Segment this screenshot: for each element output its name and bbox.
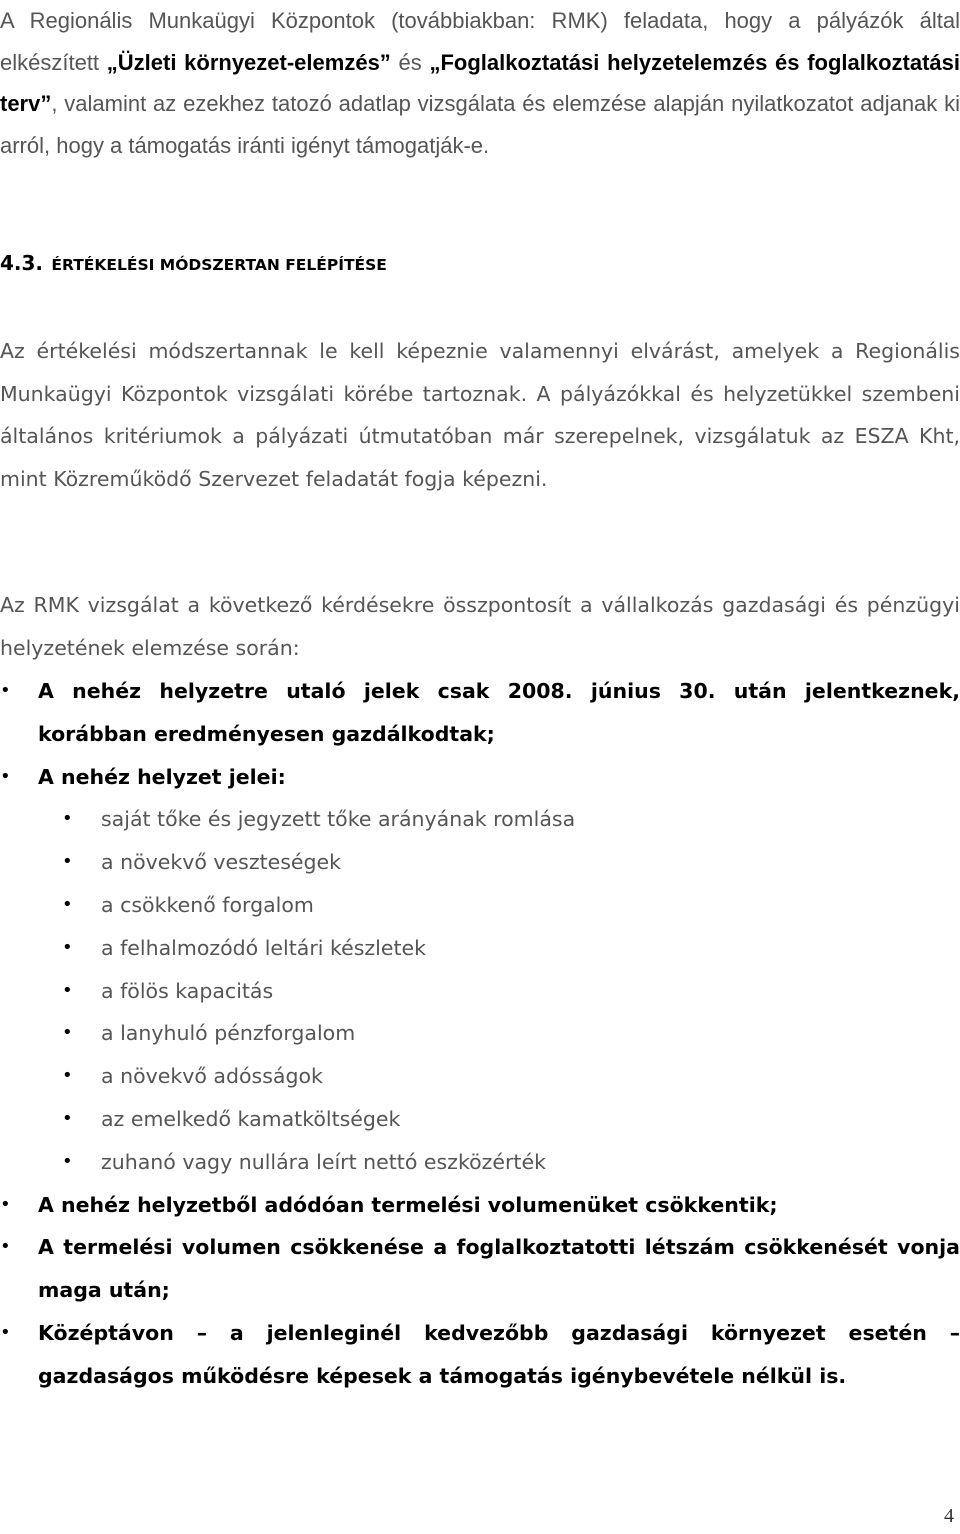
sign-item: • a növekvő adósságok	[0, 1055, 960, 1098]
intro-text-3: , valamint az ezekhez tatozó adatlap vizsgálata és elemzése alapján nyilatkozatot adjanak ki arról, hogy a támogatás iránti igényt támogatják-e.	[0, 91, 960, 158]
intro-paragraph	[0, 0, 960, 166]
sign-item: • a lanyhuló pénzforgalom	[0, 1012, 960, 1055]
difficulty-signs-list	[38, 798, 960, 1183]
sign-item: • a felhalmozódó leltári készletek	[0, 927, 960, 970]
section-number: 4.3.	[0, 251, 44, 275]
methodology-paragraph: Az értékelési módszertannak le kell képeznie valamennyi elvárást, amelyek a Regionális Munkaügyi Központok vizsgálati körébe tartoznak. A pályázókkal és helyzetükkel szembeni általános kritériumok a pályázati útmutatóban már szerepelnek, vizsgálatuk az ESZA Kht, mint Közreműködő Szervezet feladatát fogja képezni.	[0, 339, 960, 492]
sign-item: • saját tőke és jegyzett tőke arányának romlása	[0, 798, 960, 841]
sign-item: • a növekvő veszteségek	[0, 841, 960, 884]
intro-text-2: és	[390, 49, 430, 75]
criteria-list	[0, 670, 960, 1398]
sign-item: • az emelkedő kamatköltségek	[0, 1098, 960, 1141]
sign-item: • a csökkenő forgalom	[0, 884, 960, 927]
criteria-item: • A termelési volumen csökkenése a foglalkoztatotti létszám csökkenését vonja maga után;	[0, 1226, 960, 1312]
sign-item: • zuhanó vagy nullára leírt nettó eszközérték	[0, 1141, 960, 1184]
rmk-focus-paragraph: Az RMK vizsgálat a következő kérdésekre összpontosít a vállalkozás gazdasági és pénzügyi helyzetének elemzése során:	[0, 593, 960, 660]
section-title: ÉRTÉKELÉSI MÓDSZERTAN FELÉPÍTÉSE	[51, 256, 387, 274]
criteria-item: • A nehéz helyzetre utaló jelek csak 2008. június 30. után jelentkeznek, korábban eredményesen gazdálkodtak;	[0, 670, 960, 756]
intro-text-1: A Regionális Munkaügyi Központok (továbbiakban: RMK) feladata, hogy a pályázók által elkészített	[0, 8, 960, 75]
criteria-item-label: A nehéz helyzet jelei:	[38, 764, 286, 789]
criteria-item-difficulty-signs	[0, 756, 960, 1184]
criteria-item: • A nehéz helyzetből adódóan termelési volumenüket csökkentik;	[0, 1184, 960, 1227]
page-number: 4	[944, 1505, 954, 1527]
criteria-item: • Középtávon – a jelenleginél kedvezőbb gazdasági környezet esetén – gazdaságos működésre képesek a támogatás igénybevétele nélkül is.	[0, 1312, 960, 1398]
intro-bold-employment-plan: „Foglalkoztatási helyzetelemzés és foglalkoztatási terv”	[0, 49, 960, 116]
section-heading	[0, 248, 387, 276]
intro-bold-business-analysis: „Üzleti környezet-elemzés”	[106, 49, 391, 75]
sign-item: • a fölös kapacitás	[0, 970, 960, 1013]
